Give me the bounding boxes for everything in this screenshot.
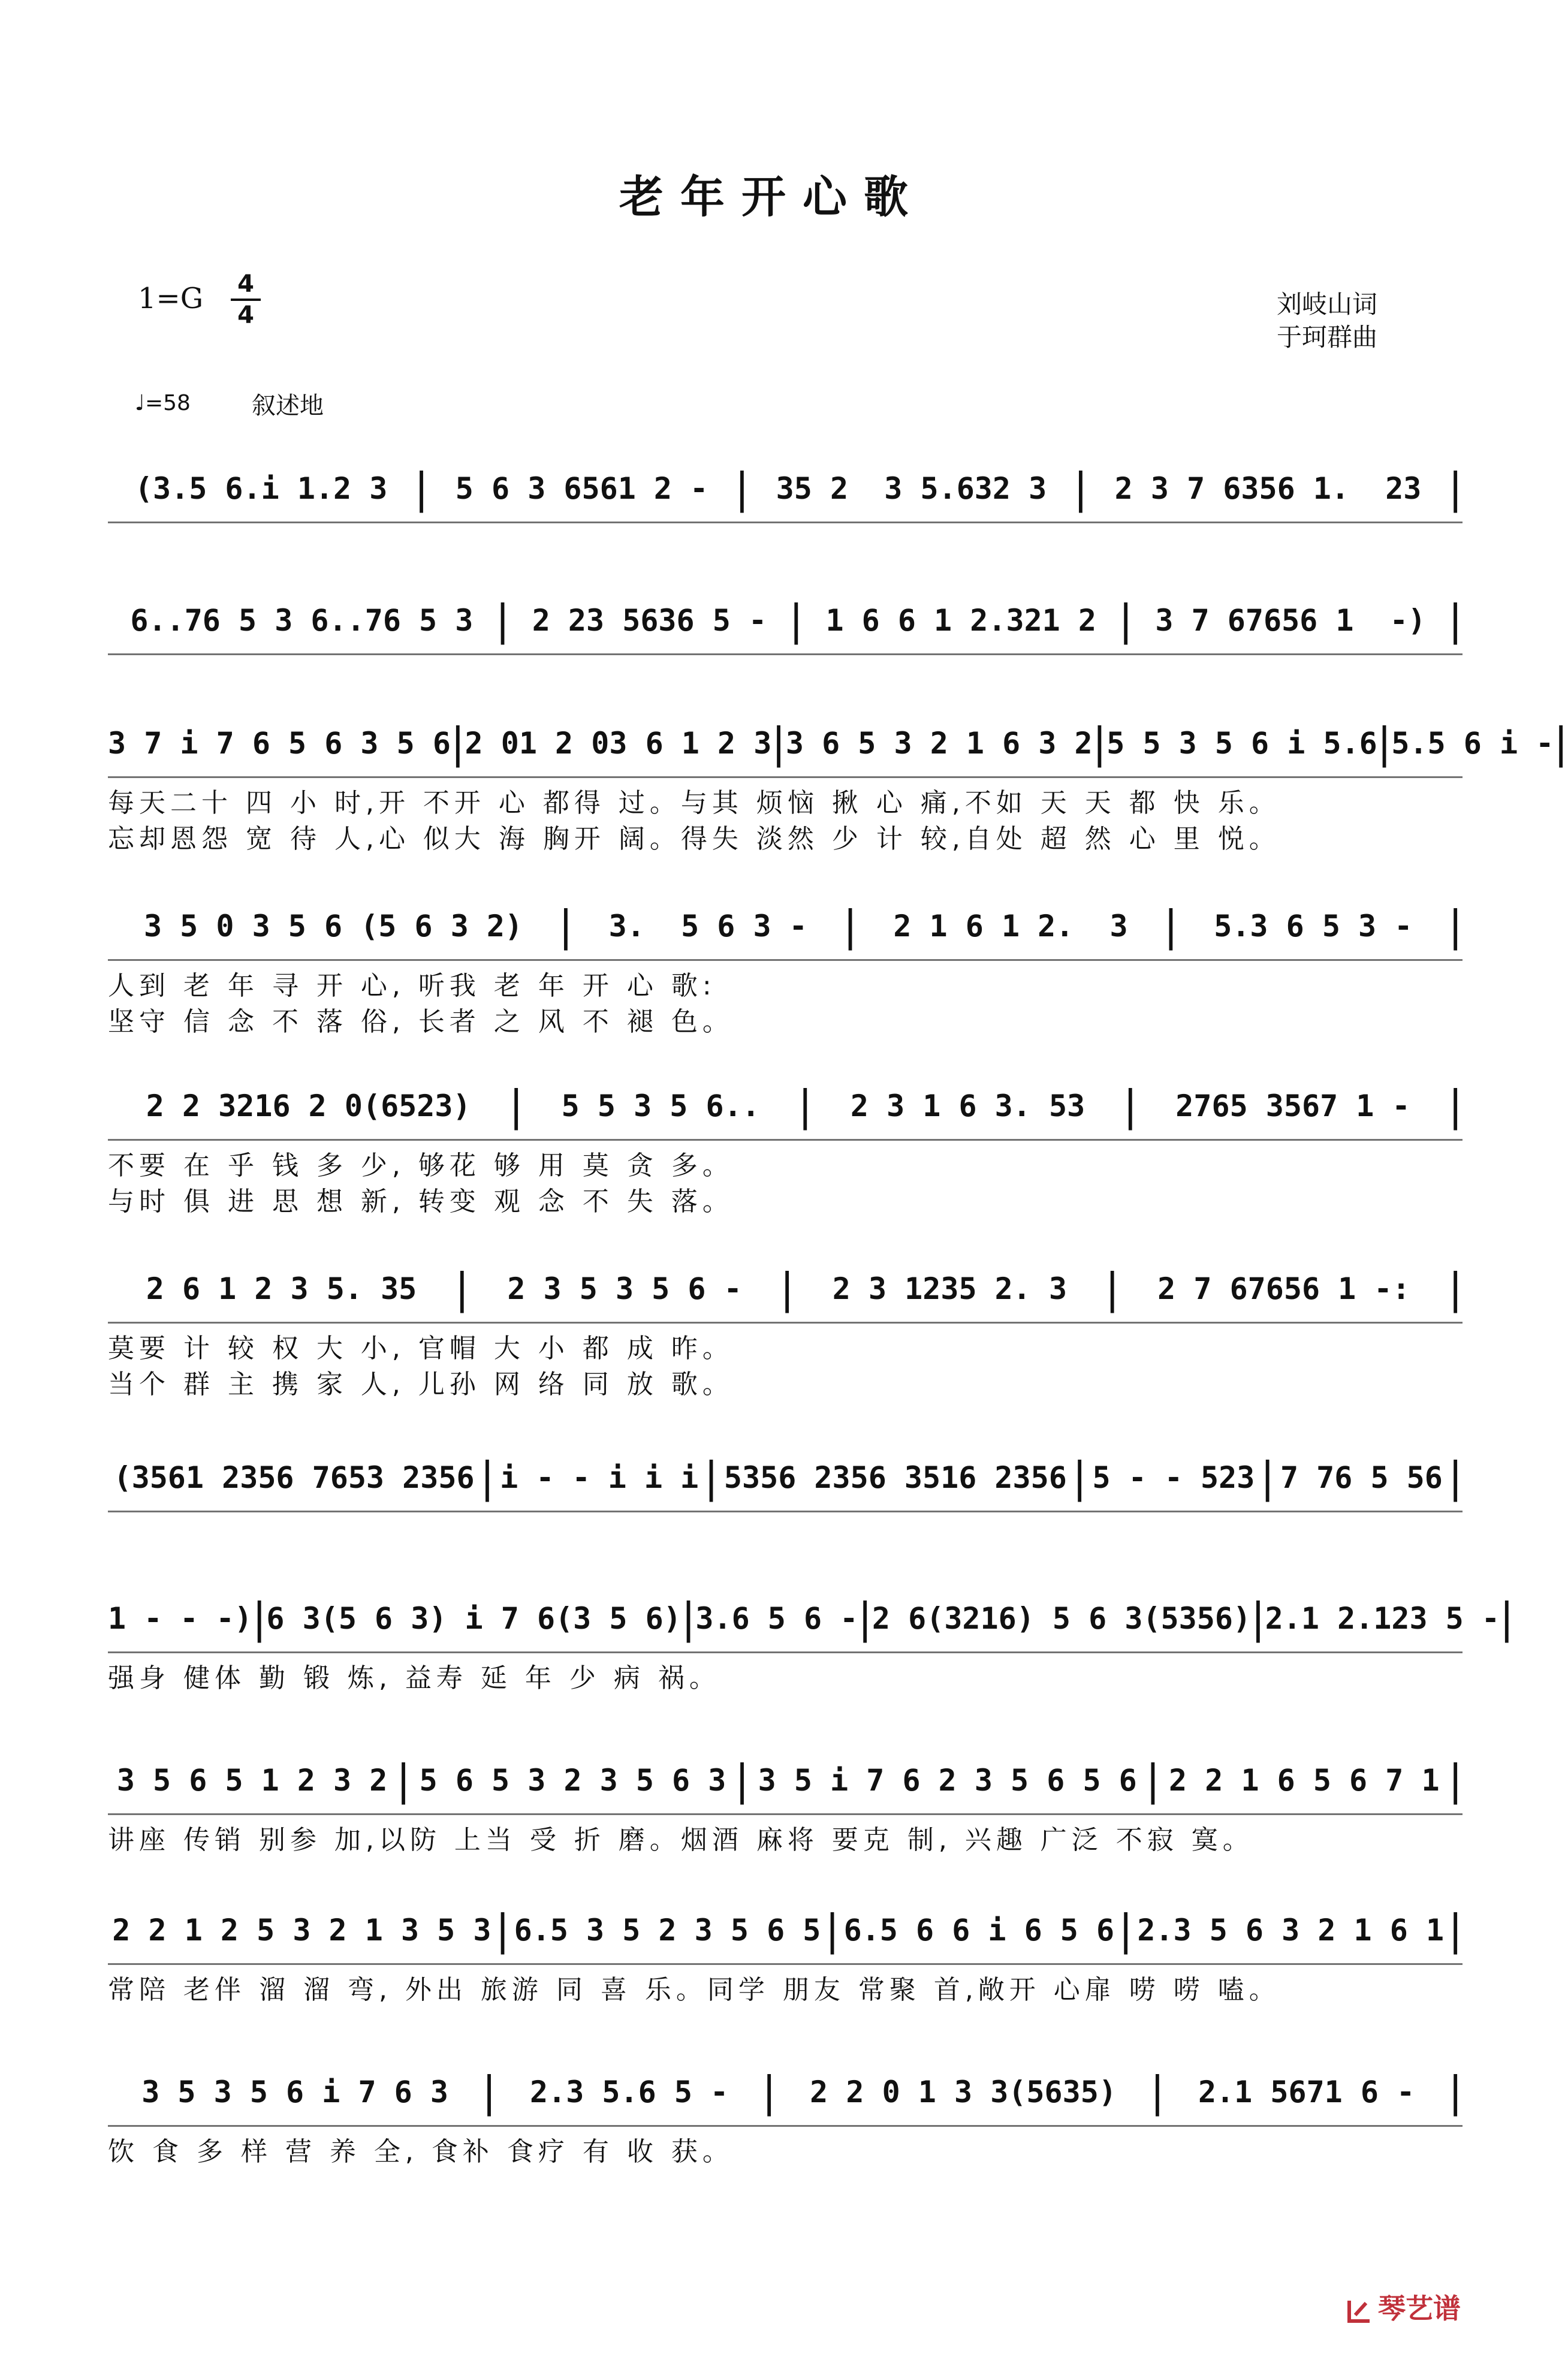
barline: | (735, 464, 749, 513)
measure: 5 - - 523 (1092, 1460, 1255, 1495)
measure: 1 6 6 1 2.321 2 (825, 603, 1096, 638)
notation-line (108, 1586, 1514, 1653)
lyrics-verse-1 (108, 1515, 1463, 1551)
barline: | (455, 1264, 469, 1313)
barline: | (1448, 1756, 1463, 1805)
barline: | (1260, 1453, 1275, 1502)
measure: 3 5 0 3 5 6 (5 6 3 2) (143, 909, 523, 944)
barline: | (681, 1594, 696, 1643)
barline: | (252, 1594, 267, 1643)
measure: 6.5 3 5 2 3 5 6 5 (514, 1913, 821, 1948)
measure: 7 76 5 56 (1280, 1460, 1443, 1495)
barline: | (1123, 1081, 1138, 1131)
barline: | (495, 1906, 510, 1955)
measure: 2 2 3216 2 0(6523) (146, 1089, 471, 1123)
measure: 3.6 5 6 - (695, 1601, 858, 1636)
barline: | (1448, 2067, 1463, 2117)
notation-line (108, 587, 1463, 655)
barline: | (1377, 719, 1392, 768)
measure: 2 3 5 3 5 6 - (507, 1271, 742, 1306)
measure: 2.3 5 6 3 2 1 6 1 (1137, 1913, 1445, 1948)
lyrics-verse-1: 每天二十 四 小 时,开 不开 心 都得 过。与其 烦恼 揪 心 痛,不如 天 天 都 快 乐。 (108, 788, 1280, 818)
lyricist-credit: 刘岐山词 (1277, 290, 1378, 319)
measure: 2 3 7 6356 1. 23 (1114, 471, 1422, 506)
barline: | (1448, 902, 1463, 951)
lyrics-verse-2 (108, 2004, 1463, 2040)
measure: 2 3 1235 2. 3 (832, 1271, 1068, 1306)
lyrics-verse-1: 强身 健体 勤 锻 炼, 益寿 延 年 少 病 祸。 (108, 1663, 720, 1693)
measure: 5 5 3 5 6.. (561, 1089, 760, 1123)
watermark-logo (1346, 2287, 1461, 2326)
barline: | (1448, 1453, 1463, 1502)
notation-line (108, 1445, 1463, 1512)
barline: | (1448, 596, 1463, 645)
lyrics-verse-2 (108, 1854, 1463, 1890)
notation-line (108, 1747, 1463, 1815)
barline: | (1118, 596, 1133, 645)
measure: 3. 5 6 3 - (608, 909, 807, 944)
barline: | (1074, 464, 1088, 513)
measure: 6.5 6 6 i 6 5 6 (843, 1913, 1115, 1948)
logo-icon (1346, 2297, 1373, 2325)
barline: | (414, 464, 429, 513)
notation-line (108, 1897, 1463, 1965)
barline: | (1251, 1594, 1265, 1643)
notation-line (108, 893, 1463, 961)
barline: | (704, 1453, 719, 1502)
song-title: 老年开心歌 (619, 171, 925, 223)
barline: | (450, 719, 465, 768)
measure: 5 6 3 6561 2 - (455, 471, 708, 506)
barline: | (480, 1453, 494, 1502)
lyrics-verse-1: 常陪 老伴 溜 溜 弯, 外出 旅游 同 喜 乐。同学 朋友 常聚 首,敞开 心扉 唠 唠 嗑。 (108, 1975, 1280, 2005)
measure: 3 5 6 5 1 2 3 2 (116, 1763, 388, 1798)
measure: 3 7 i 7 6 5 6 3 5 6 (108, 726, 451, 761)
lyrics-verse-1: 不要 在 乎 钱 多 少, 够花 够 用 莫 贪 多。 (108, 1150, 734, 1181)
measure: 2 2 1 2 5 3 2 1 3 5 3 (112, 1913, 491, 1948)
measure: 5 6 5 3 2 3 5 6 3 (419, 1763, 726, 1798)
barline: | (1118, 1906, 1133, 1955)
measure: 2.1 2.123 5 - (1265, 1601, 1500, 1636)
key-signature: 1=G (138, 282, 204, 315)
measure: 6 3(5 6 3) i 7 6(3 5 6) (266, 1601, 682, 1636)
barline: | (1163, 902, 1178, 951)
notation-line (108, 2059, 1463, 2127)
lyrics-verse-2: 坚守 信 念 不 落 俗, 长者 之 风 不 褪 色。 (108, 1006, 734, 1037)
notation-line (108, 1073, 1463, 1141)
measure: i - - i i i (500, 1460, 699, 1495)
lyrics-verse-2 (108, 1692, 1463, 1728)
barline: | (396, 1756, 411, 1805)
tempo-marking: ♩=58 (135, 391, 191, 415)
time-signature-top: 4 (237, 270, 254, 298)
time-signature-bottom: 4 (237, 302, 254, 329)
barline: | (1145, 1756, 1160, 1805)
measure: (3561 2356 7653 2356 (113, 1460, 475, 1495)
notation-line (108, 456, 1463, 523)
lyrics-verse-2 (108, 1551, 1463, 1587)
measure: 2 7 67656 1 -: (1157, 1271, 1410, 1306)
time-signature (231, 271, 261, 328)
measure: 35 2 3 5.632 3 (776, 471, 1047, 506)
lyrics-verse-1: 人到 老 年 寻 开 心, 听我 老 年 开 心 歌: (108, 970, 716, 1001)
lyrics-verse-2: 与时 俱 进 思 想 新, 转变 观 念 不 失 落。 (108, 1186, 734, 1217)
notation-line (108, 1256, 1463, 1324)
measure: 2.1 5671 6 - (1198, 2075, 1415, 2109)
measure: 2 6(3216) 5 6 3(5356) (872, 1601, 1252, 1636)
logo-text: 琴艺谱 (1378, 2292, 1461, 2325)
measure: 6..76 5 3 6..76 5 3 (130, 603, 474, 638)
barline: | (1150, 2067, 1165, 2117)
barline: | (1500, 1594, 1514, 1643)
measure: 2 2 0 1 3 3(5635) (810, 2075, 1117, 2109)
measure: 2 2 1 6 5 6 7 1 (1169, 1763, 1440, 1798)
measure: 1 - - -) (108, 1601, 252, 1636)
barline: | (1448, 1906, 1463, 1955)
barline: | (771, 719, 786, 768)
barline: | (559, 902, 573, 951)
measure: 3 7 67656 1 -) (1155, 603, 1426, 638)
lyrics-verse-1: 莫要 计 较 权 大 小, 官帽 大 小 都 成 昨。 (108, 1333, 734, 1364)
barline: | (495, 596, 510, 645)
measure: 5.5 6 i - (1391, 726, 1554, 761)
barline: | (735, 1756, 749, 1805)
measure: (3.5 6.i 1.2 3 (134, 471, 388, 506)
barline: | (1554, 719, 1568, 768)
notation-line (108, 710, 1568, 778)
barline: | (843, 902, 858, 951)
barline: | (1105, 1264, 1120, 1313)
barline: | (509, 1081, 523, 1131)
measure: 2 01 2 03 6 1 2 3 (465, 726, 772, 761)
lyrics-verse-2 (108, 2166, 1463, 2202)
barline: | (1092, 719, 1107, 768)
measure: 2.3 5.6 5 - (530, 2075, 729, 2109)
measure: 2 6 1 2 3 5. 35 (146, 1271, 417, 1306)
measure: 3 6 5 3 2 1 6 3 2 (785, 726, 1093, 761)
expression-marking: 叙述地 (252, 392, 324, 420)
lyrics-verse-1: 饮 食 多 样 营 养 全, 食补 食疗 有 收 获。 (108, 2136, 734, 2167)
measure: 2765 3567 1 - (1175, 1089, 1410, 1123)
barline: | (1448, 1081, 1463, 1131)
measure: 2 23 5636 5 - (532, 603, 767, 638)
barline: | (780, 1264, 795, 1313)
barline: | (825, 1906, 840, 1955)
barline: | (798, 1081, 813, 1131)
lyrics-verse-1: 讲座 传销 别参 加,以防 上当 受 折 磨。烟酒 麻将 要克 制, 兴趣 广泛 不寂 寞。 (108, 1825, 1254, 1855)
barline: | (1448, 1264, 1463, 1313)
measure: 2 1 6 1 2. 3 (893, 909, 1128, 944)
time-signature-divider (231, 299, 261, 301)
barline: | (1448, 464, 1463, 513)
measure: 5.3 6 5 3 - (1214, 909, 1413, 944)
barline: | (789, 596, 804, 645)
lyrics-verse-2: 忘却恩怨 宽 待 人,心 似大 海 胸开 阔。得失 淡然 少 计 较,自处 超 然 心 里 悦。 (108, 824, 1280, 854)
barline: | (482, 2067, 496, 2117)
lyrics-verse-1 (108, 526, 1463, 562)
measure: 5356 2356 3516 2356 (723, 1460, 1067, 1495)
measure: 3 5 i 7 6 2 3 5 6 5 6 (758, 1763, 1137, 1798)
composer-credit: 于珂群曲 (1277, 322, 1378, 352)
barline: | (762, 2067, 776, 2117)
measure: 3 5 3 5 6 i 7 6 3 (141, 2075, 448, 2109)
lyrics-verse-1 (108, 658, 1463, 694)
barline: | (1072, 1453, 1087, 1502)
measure: 5 5 3 5 6 i 5.6 (1106, 726, 1377, 761)
lyrics-verse-2: 当个 群 主 携 家 人, 儿孙 网 络 同 放 歌。 (108, 1369, 734, 1400)
barline: | (858, 1594, 872, 1643)
measure: 2 3 1 6 3. 53 (850, 1089, 1085, 1123)
